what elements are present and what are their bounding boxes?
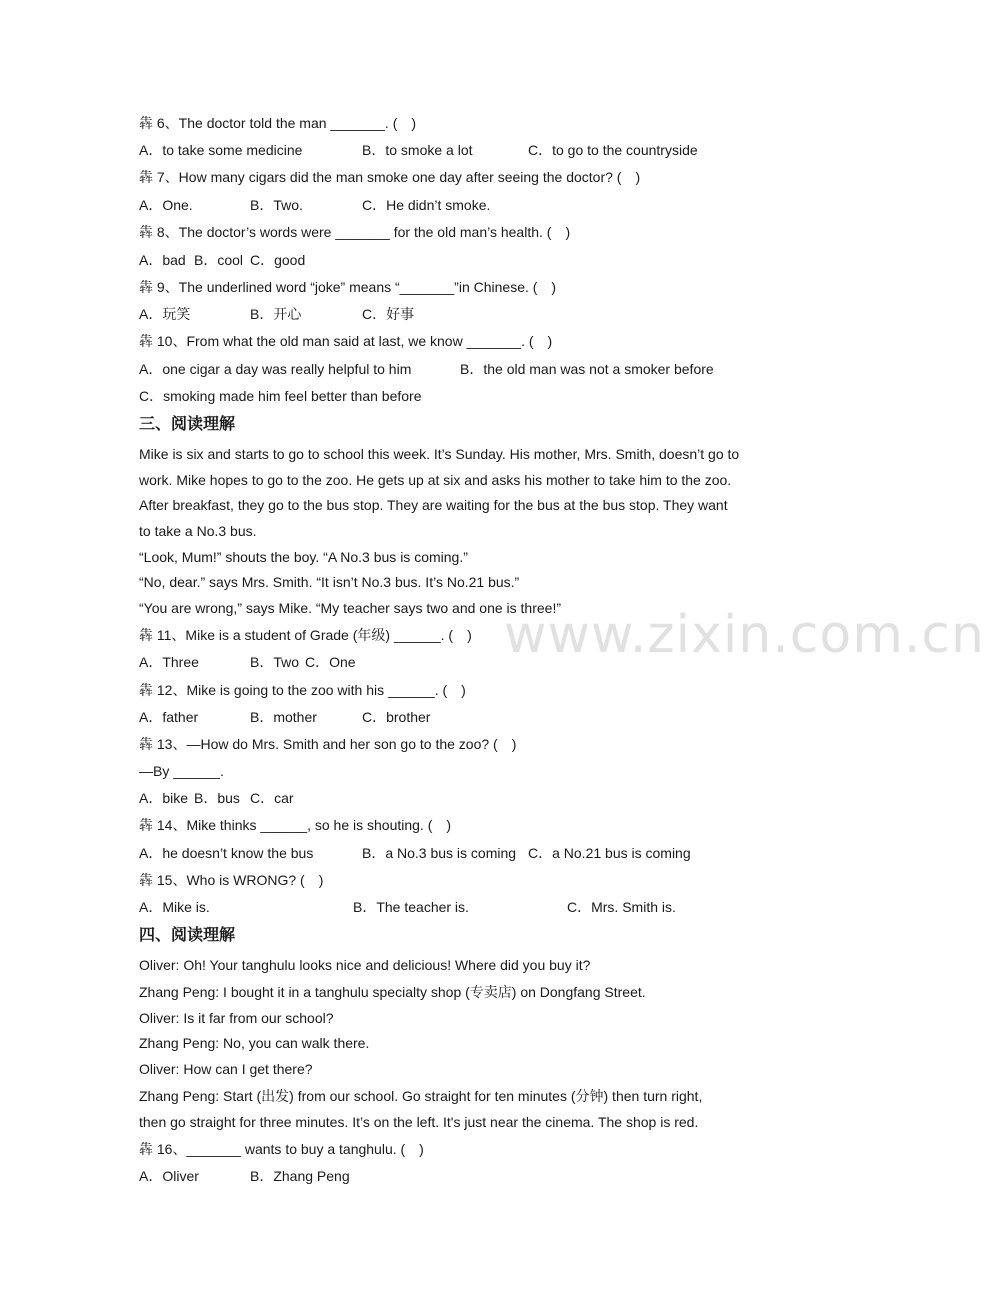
question-15-option-b: B．The teacher is.: [353, 899, 469, 915]
question-11-option-c: C．One: [305, 654, 356, 670]
dialogue-line: Oliver: Is it far from our school?: [139, 1010, 334, 1026]
question-7-option-b: B．Two.: [250, 197, 303, 213]
watermark: www.zixin.com.cn: [504, 605, 985, 665]
question-6-stem: 犇 6、The doctor told the man _______. ( ): [139, 115, 417, 131]
question-16-option-b: B．Zhang Peng: [250, 1168, 350, 1184]
question-9-stem: 犇 9、The underlined word “joke” means “_______”in Chinese. ( ): [139, 279, 557, 295]
question-11-option-b: B．Two: [250, 654, 300, 670]
dialogue-line: Zhang Peng: No, you can walk there.: [139, 1035, 370, 1051]
passage-line: to take a No.3 bus.: [139, 523, 257, 539]
question-16-stem: 犇 16、_______ wants to buy a tanghulu. ( ): [139, 1141, 424, 1157]
passage-line: Mike is six and starts to go to school this week. It’s Sunday. His mother, Mrs. Smith, doesn’t go to: [139, 446, 740, 462]
passage-line: “You are wrong,” says Mike. “My teacher says two and one is three!”: [139, 600, 561, 616]
question-7-stem: 犇 7、How many cigars did the man smoke one day after seeing the doctor? ( ): [139, 169, 641, 185]
passage-line: “Look, Mum!” shouts the boy. “A No.3 bus is coming.”: [139, 549, 468, 565]
question-10-option-b: B．the old man was not a smoker before: [460, 361, 714, 377]
question-9-option-c: C．好事: [362, 306, 415, 322]
question-6-option-b: B．to smoke a lot: [362, 142, 473, 158]
question-7-option-a: A．One.: [139, 197, 193, 213]
question-12-option-c: C．brother: [362, 709, 431, 725]
question-8-option-c: C．good: [250, 252, 306, 268]
question-12-option-b: B．mother: [250, 709, 317, 725]
question-13-option-b: B．bus: [194, 790, 240, 806]
question-8-option-a: A．bad: [139, 252, 186, 268]
question-14-option-a: A．he doesn’t know the bus: [139, 845, 314, 861]
dialogue-line: Oliver: Oh! Your tanghulu looks nice and delicious! Where did you buy it?: [139, 957, 591, 973]
question-16-option-a: A．Oliver: [139, 1168, 199, 1184]
passage-line: work. Mike hopes to go to the zoo. He gets up at six and asks his mother to take him to the zoo.: [139, 472, 732, 488]
question-10-stem: 犇 10、From what the old man said at last, we know _______. ( ): [139, 333, 553, 349]
question-13-stem: 犇 13、—How do Mrs. Smith and her son go to the zoo? ( ): [139, 736, 517, 752]
question-14-option-c: C．a No.21 bus is coming: [528, 845, 691, 861]
question-13-option-c: C．car: [250, 790, 294, 806]
question-11-option-a: A．Three: [139, 654, 199, 670]
dialogue-line: Oliver: How can I get there?: [139, 1061, 313, 1077]
question-15-option-c: C．Mrs. Smith is.: [567, 899, 676, 915]
question-10-option-a: A．one cigar a day was really helpful to him: [139, 361, 412, 377]
question-9-option-b: B．开心: [250, 306, 302, 322]
question-13-stem-answer: —By ______.: [139, 763, 224, 779]
question-11-stem: 犇 11、Mike is a student of Grade (年级) ______. ( ): [139, 627, 472, 643]
question-8-stem: 犇 8、The doctor’s words were _______ for the old man’s health. ( ): [139, 224, 571, 240]
passage-line: After breakfast, they go to the bus stop. They are waiting for the bus at the bus stop. They want: [139, 497, 728, 513]
question-12-option-a: A．father: [139, 709, 199, 725]
question-10-option-c: C．smoking made him feel better than before: [139, 388, 422, 404]
question-15-option-a: A．Mike is.: [139, 899, 210, 915]
dialogue-line: Zhang Peng: Start (出发) from our school. Go straight for ten minutes (分钟) then turn right,: [139, 1088, 703, 1104]
question-12-stem: 犇 12、Mike is going to the zoo with his ______. ( ): [139, 682, 466, 698]
section-4-heading: 四、阅读理解: [139, 927, 236, 944]
passage-line: “No, dear.” says Mrs. Smith. “It isn’t No.3 bus. It’s No.21 bus.”: [139, 574, 520, 590]
dialogue-line: then go straight for three minutes. It’s on the left. It's just near the cinema. The shop is red.: [139, 1114, 699, 1130]
dialogue-line: Zhang Peng: I bought it in a tanghulu specialty shop (专卖店) on Dongfang Street.: [139, 984, 646, 1000]
question-14-option-b: B．a No.3 bus is coming: [362, 845, 517, 861]
question-8-option-b: B．cool: [194, 252, 244, 268]
section-3-heading: 三、阅读理解: [139, 416, 236, 433]
question-14-stem: 犇 14、Mike thinks ______, so he is shouting. ( ): [139, 817, 452, 833]
question-6-option-a: A．to take some medicine: [139, 142, 303, 158]
question-9-option-a: A．玩笑: [139, 306, 191, 322]
question-15-stem: 犇 15、Who is WRONG? ( ): [139, 872, 324, 888]
question-13-option-a: A．bike: [139, 790, 189, 806]
question-6-option-c: C．to go to the countryside: [528, 142, 698, 158]
question-7-option-c: C．He didn’t smoke.: [362, 197, 491, 213]
